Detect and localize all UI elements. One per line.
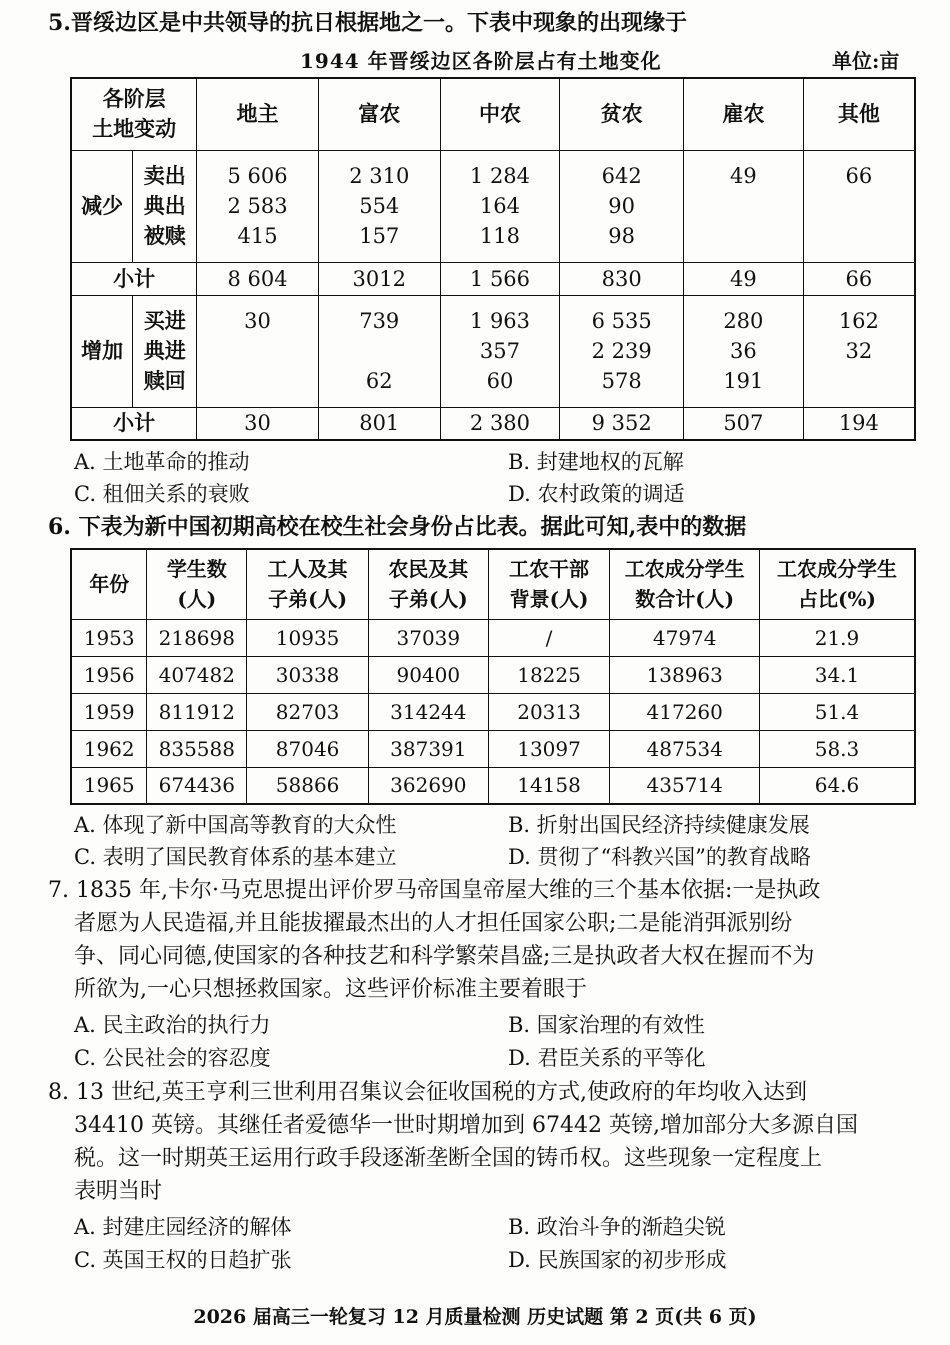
table-cell: 30: [197, 295, 319, 407]
table-cell: 435714: [610, 767, 760, 804]
q7-stem-line: 7. 1835 年,卡尔·马克思提出评价罗马帝国皇帝屋大维的三个基本依据:一是执政: [48, 878, 821, 903]
table-cell: 37039: [368, 619, 488, 656]
table-cell: 90400: [368, 656, 488, 693]
table-cell: 58.3: [760, 730, 916, 767]
table-cell: 13097: [488, 730, 610, 767]
col-header: 贫农: [560, 78, 684, 150]
q5-option-b[interactable]: B. 封建地权的瓦解: [508, 450, 684, 474]
table-cell: 674436: [147, 767, 247, 804]
page-footer: 2026 届高三一轮复习 12 月质量检测 历史试题 第 2 页(共 6 页): [193, 1306, 757, 1328]
increase-label: 增加: [71, 295, 133, 407]
subtotal-label: 小计: [71, 262, 197, 295]
q5-table-caption: 1944 年晋绥边区各阶层占有土地变化: [300, 49, 662, 73]
q5-table-unit: 单位:亩: [832, 49, 900, 73]
col-header: 工人及其 子弟(人): [247, 549, 369, 619]
col-header: 农民及其 子弟(人): [368, 549, 488, 619]
increase-subtotal-row: [71, 407, 915, 440]
table-cell: 14158: [488, 767, 610, 804]
table-cell: 487534: [610, 730, 760, 767]
table-cell: 30: [197, 407, 319, 440]
table-cell: 30338: [247, 656, 369, 693]
subtotal-label: 小计: [71, 407, 197, 440]
table-cell: 280 36 191: [684, 295, 804, 407]
q8-stem-line: 8. 13 世纪,英王亨利三世利用召集议会征收国税的方式,使政府的年均收入达到: [48, 1080, 807, 1105]
table-cell: 507: [684, 407, 804, 440]
table-cell: 801: [318, 407, 440, 440]
decrease-subtotal-row: [71, 262, 915, 295]
table-row: [71, 730, 915, 767]
table-cell: 1953: [71, 619, 147, 656]
q8-option-b[interactable]: B. 政治斗争的渐趋尖锐: [508, 1215, 726, 1239]
table-cell: 51.4: [760, 693, 916, 730]
table-cell: 2 380: [440, 407, 560, 440]
q5-stem: 5.晋绥边区是中共领导的抗日根据地之一。下表中现象的出现缘于: [48, 10, 687, 36]
table-cell: 6 535 2 239 578: [560, 295, 684, 407]
table-cell: 20313: [488, 693, 610, 730]
table-cell: 1 963 357 60: [440, 295, 560, 407]
student-identity-table: [70, 548, 916, 805]
q8-stem-line: 表明当时: [74, 1179, 163, 1204]
table-cell: 21.9: [760, 619, 916, 656]
table-cell: 835588: [147, 730, 247, 767]
q6-stem: 6. 下表为新中国初期高校在校生社会身份占比表。据此可知,表中的数据: [48, 514, 747, 540]
q6-option-a[interactable]: A. 体现了新中国高等教育的大众性: [74, 813, 397, 837]
table-row: [71, 656, 915, 693]
table-cell: 5 606 2 583 415: [197, 150, 319, 262]
table-cell: 194: [803, 407, 915, 440]
table-cell: 58866: [247, 767, 369, 804]
table-cell: 1 284 164 118: [440, 150, 560, 262]
q5-option-c[interactable]: C. 租佃关系的衰败: [74, 482, 250, 506]
table-cell: 47974: [610, 619, 760, 656]
table-cell: 811912: [147, 693, 247, 730]
table-cell: 8 604: [197, 262, 319, 295]
q8-stem-line: 34410 英镑。其继任者爱德华一世时期增加到 67442 英镑,增加部分大多源自国: [74, 1113, 858, 1138]
table-cell: 18225: [488, 656, 610, 693]
table-cell: 1956: [71, 656, 147, 693]
table-cell: 34.1: [760, 656, 916, 693]
q6-option-d[interactable]: D. 贯彻了“科教兴国”的教育战略: [508, 845, 811, 869]
table-cell: 162 32: [803, 295, 915, 407]
table-cell: 87046: [247, 730, 369, 767]
table-cell: 66: [803, 150, 915, 262]
table-header-row: [71, 549, 915, 619]
table-cell: /: [488, 619, 610, 656]
table-cell: 49: [684, 150, 804, 262]
col-header: 中农: [440, 78, 560, 150]
col-header: 其他: [803, 78, 915, 150]
col-header: 年份: [71, 549, 147, 619]
table-cell: 3012: [318, 262, 440, 295]
q6-option-c[interactable]: C. 表明了国民教育体系的基本建立: [74, 845, 397, 869]
corner-header: 各阶层 土地变动: [71, 78, 197, 150]
q6-option-b[interactable]: B. 折射出国民经济持续健康发展: [508, 813, 810, 837]
table-cell: 362690: [368, 767, 488, 804]
table-cell: 2 310 554 157: [318, 150, 440, 262]
q8-option-a[interactable]: A. 封建庄园经济的解体: [74, 1215, 292, 1239]
table-cell: 64.6: [760, 767, 916, 804]
q7-option-b[interactable]: B. 国家治理的有效性: [508, 1013, 705, 1037]
increase-types: 买进 典进 赎回: [133, 295, 197, 407]
table-cell: 49: [684, 262, 804, 295]
decrease-label: 减少: [71, 150, 133, 262]
table-cell: 739 62: [318, 295, 440, 407]
col-header: 富农: [318, 78, 440, 150]
q8-option-d[interactable]: D. 民族国家的初步形成: [508, 1248, 727, 1272]
q8-option-c[interactable]: C. 英国王权的日趋扩张: [74, 1248, 292, 1272]
decrease-row: [71, 150, 915, 262]
table-cell: 1959: [71, 693, 147, 730]
table-cell: 218698: [147, 619, 247, 656]
q7-stem-line: 者愿为人民造福,并且能拔擢最杰出的人才担任国家公职;二是能消弭派别纷: [74, 911, 793, 936]
table-cell: 1965: [71, 767, 147, 804]
table-cell: 407482: [147, 656, 247, 693]
col-header: 地主: [197, 78, 319, 150]
table-cell: 417260: [610, 693, 760, 730]
q7-stem-line: 争、同心同德,使国家的各种技艺和科学繁荣昌盛;三是执政者大权在握而不为: [74, 944, 815, 969]
q7-stem-line: 所欲为,一心只想拯救国家。这些评价标准主要着眼于: [74, 977, 587, 1002]
table-cell: 314244: [368, 693, 488, 730]
table-cell: 82703: [247, 693, 369, 730]
col-header: 雇农: [684, 78, 804, 150]
col-header: 工农成分学生 数合计(人): [610, 549, 760, 619]
q7-option-d[interactable]: D. 君臣关系的平等化: [508, 1046, 706, 1070]
land-change-table: [70, 77, 916, 441]
table-row: [71, 693, 915, 730]
table-cell: 10935: [247, 619, 369, 656]
table-cell: 387391: [368, 730, 488, 767]
col-header: 工农干部 背景(人): [488, 549, 610, 619]
table-cell: 1962: [71, 730, 147, 767]
q8-stem-line: 税。这一时期英王运用行政手段逐渐垄断全国的铸币权。这些现象一定程度上: [74, 1146, 823, 1171]
table-cell: 9 352: [560, 407, 684, 440]
table-header-row: [71, 78, 915, 150]
col-header: 工农成分学生 占比(%): [760, 549, 916, 619]
col-header: 学生数 (人): [147, 549, 247, 619]
table-row: [71, 619, 915, 656]
table-cell: 830: [560, 262, 684, 295]
q5-option-d[interactable]: D. 农村政策的调适: [508, 482, 685, 506]
increase-row: [71, 295, 915, 407]
q7-option-c[interactable]: C. 公民社会的容忍度: [74, 1046, 271, 1070]
table-row: [71, 767, 915, 804]
table-cell: 138963: [610, 656, 760, 693]
q5-option-a[interactable]: A. 土地革命的推动: [74, 450, 250, 474]
decrease-types: 卖出 典出 被赎: [133, 150, 197, 262]
table-cell: 1 566: [440, 262, 560, 295]
q7-option-a[interactable]: A. 民主政治的执行力: [74, 1013, 271, 1037]
table-cell: 642 90 98: [560, 150, 684, 262]
table-cell: 66: [803, 262, 915, 295]
